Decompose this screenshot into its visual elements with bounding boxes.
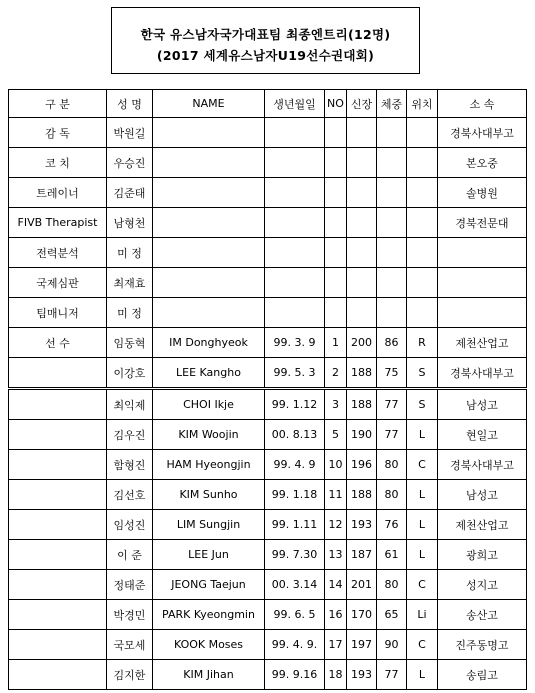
player-korean-name-cell: 최익제: [107, 389, 153, 420]
staff-row: [9, 298, 527, 328]
player-position-cell: C: [407, 630, 438, 660]
empty-cell: [377, 298, 407, 328]
staff-team-cell: [438, 298, 527, 328]
player-birthdate-cell: 99. 1.12: [265, 389, 325, 420]
header-cell: 소 속: [438, 90, 527, 118]
player-korean-name-cell: 이강호: [107, 358, 153, 389]
empty-cell: [377, 178, 407, 208]
staff-name-cell: 미 정: [107, 238, 153, 268]
player-height-cell: 200: [347, 328, 377, 358]
header-row: [9, 90, 527, 118]
player-korean-name-cell: 정태준: [107, 570, 153, 600]
player-weight-cell: 61: [377, 540, 407, 570]
header-cell: 위치: [407, 90, 438, 118]
empty-cell: [265, 148, 325, 178]
player-position-cell: R: [407, 328, 438, 358]
empty-cell: [347, 298, 377, 328]
empty-cell: [407, 268, 438, 298]
player-team-cell: 진주동명고: [438, 630, 527, 660]
player-team-cell: 남성고: [438, 480, 527, 510]
staff-row: [9, 238, 527, 268]
header-cell: NAME: [153, 90, 265, 118]
player-height-cell: 187: [347, 540, 377, 570]
player-birthdate-cell: 99. 9.16: [265, 660, 325, 690]
empty-cell: [9, 660, 107, 690]
player-korean-name-cell: 박경민: [107, 600, 153, 630]
empty-cell: [377, 238, 407, 268]
player-number-cell: 18: [325, 660, 347, 690]
player-number-cell: 1: [325, 328, 347, 358]
player-row: [9, 660, 527, 690]
staff-row: [9, 178, 527, 208]
player-position-cell: L: [407, 660, 438, 690]
player-birthdate-cell: 99. 4. 9: [265, 450, 325, 480]
player-height-cell: 197: [347, 630, 377, 660]
player-weight-cell: 75: [377, 358, 407, 389]
empty-cell: [265, 208, 325, 238]
staff-team-cell: [438, 238, 527, 268]
staff-team-cell: 솔병원: [438, 178, 527, 208]
empty-cell: [9, 600, 107, 630]
player-birthdate-cell: 99. 1.11: [265, 510, 325, 540]
staff-name-cell: 최재효: [107, 268, 153, 298]
players-label-cell: 선 수: [9, 328, 107, 358]
empty-cell: [377, 208, 407, 238]
player-weight-cell: 86: [377, 328, 407, 358]
empty-cell: [9, 450, 107, 480]
player-birthdate-cell: 99. 3. 9: [265, 328, 325, 358]
player-english-name-cell: CHOI Ikje: [153, 389, 265, 420]
player-korean-name-cell: 임성진: [107, 510, 153, 540]
header-cell: NO: [325, 90, 347, 118]
header-cell: 체중: [377, 90, 407, 118]
player-height-cell: 201: [347, 570, 377, 600]
player-number-cell: 3: [325, 389, 347, 420]
empty-cell: [9, 540, 107, 570]
empty-cell: [347, 208, 377, 238]
player-english-name-cell: LEE Jun: [153, 540, 265, 570]
title-box: [111, 7, 420, 74]
player-position-cell: Li: [407, 600, 438, 630]
player-height-cell: 188: [347, 389, 377, 420]
player-row: [9, 570, 527, 600]
player-row: [9, 510, 527, 540]
player-position-cell: L: [407, 480, 438, 510]
empty-cell: [9, 358, 107, 389]
empty-cell: [153, 118, 265, 148]
empty-cell: [407, 298, 438, 328]
empty-cell: [377, 118, 407, 148]
player-korean-name-cell: 이 준: [107, 540, 153, 570]
player-english-name-cell: PARK Kyeongmin: [153, 600, 265, 630]
player-team-cell: 현일고: [438, 420, 527, 450]
empty-cell: [9, 510, 107, 540]
empty-cell: [265, 298, 325, 328]
player-row: [9, 328, 527, 358]
player-team-cell: 제천산업고: [438, 510, 527, 540]
empty-cell: [347, 118, 377, 148]
player-weight-cell: 77: [377, 389, 407, 420]
empty-cell: [407, 238, 438, 268]
empty-cell: [153, 148, 265, 178]
player-number-cell: 5: [325, 420, 347, 450]
staff-role-cell: 트레이너: [9, 178, 107, 208]
player-birthdate-cell: 00. 3.14: [265, 570, 325, 600]
empty-cell: [377, 148, 407, 178]
player-row: [9, 480, 527, 510]
player-weight-cell: 80: [377, 450, 407, 480]
player-height-cell: 193: [347, 660, 377, 690]
empty-cell: [265, 238, 325, 268]
document-title: 한국 유스남자국가대표팀 최종엔트리(12명): [140, 27, 391, 42]
player-english-name-cell: KIM Jihan: [153, 660, 265, 690]
player-korean-name-cell: 김우진: [107, 420, 153, 450]
staff-team-cell: 본오중: [438, 148, 527, 178]
player-birthdate-cell: 00. 8.13: [265, 420, 325, 450]
player-row: [9, 540, 527, 570]
player-position-cell: C: [407, 570, 438, 600]
player-position-cell: L: [407, 540, 438, 570]
player-height-cell: 193: [347, 510, 377, 540]
header-cell: 생년월일: [265, 90, 325, 118]
header-cell: 성 명: [107, 90, 153, 118]
roster-table: [8, 89, 527, 690]
empty-cell: [347, 178, 377, 208]
empty-cell: [9, 389, 107, 420]
player-team-cell: 송림고: [438, 660, 527, 690]
empty-cell: [347, 238, 377, 268]
empty-cell: [347, 148, 377, 178]
empty-cell: [325, 208, 347, 238]
staff-row: [9, 118, 527, 148]
player-weight-cell: 76: [377, 510, 407, 540]
player-height-cell: 196: [347, 450, 377, 480]
empty-cell: [407, 208, 438, 238]
player-weight-cell: 90: [377, 630, 407, 660]
empty-cell: [325, 148, 347, 178]
player-position-cell: S: [407, 389, 438, 420]
player-korean-name-cell: 함형진: [107, 450, 153, 480]
staff-name-cell: 남형천: [107, 208, 153, 238]
staff-role-cell: 감 독: [9, 118, 107, 148]
player-position-cell: L: [407, 420, 438, 450]
staff-name-cell: 우승진: [107, 148, 153, 178]
player-row: [9, 389, 527, 420]
header-cell: 신장: [347, 90, 377, 118]
player-team-cell: 제천산업고: [438, 328, 527, 358]
player-weight-cell: 77: [377, 420, 407, 450]
player-row: [9, 600, 527, 630]
player-english-name-cell: LEE Kangho: [153, 358, 265, 389]
staff-row: [9, 148, 527, 178]
player-english-name-cell: IM Donghyeok: [153, 328, 265, 358]
player-height-cell: 188: [347, 480, 377, 510]
player-team-cell: 송산고: [438, 600, 527, 630]
player-height-cell: 170: [347, 600, 377, 630]
player-team-cell: 성지고: [438, 570, 527, 600]
empty-cell: [153, 298, 265, 328]
player-number-cell: 14: [325, 570, 347, 600]
staff-name-cell: 김준태: [107, 178, 153, 208]
player-number-cell: 17: [325, 630, 347, 660]
player-number-cell: 10: [325, 450, 347, 480]
staff-role-cell: 국제심판: [9, 268, 107, 298]
empty-cell: [407, 148, 438, 178]
empty-cell: [153, 268, 265, 298]
empty-cell: [325, 298, 347, 328]
staff-role-cell: 코 치: [9, 148, 107, 178]
player-weight-cell: 80: [377, 570, 407, 600]
player-team-cell: 광희고: [438, 540, 527, 570]
player-number-cell: 16: [325, 600, 347, 630]
empty-cell: [265, 178, 325, 208]
empty-cell: [347, 268, 377, 298]
empty-cell: [377, 268, 407, 298]
staff-name-cell: 미 정: [107, 298, 153, 328]
staff-role-cell: 팀매니저: [9, 298, 107, 328]
player-korean-name-cell: 임동혁: [107, 328, 153, 358]
player-birthdate-cell: 99. 7.30: [265, 540, 325, 570]
staff-row: [9, 268, 527, 298]
empty-cell: [265, 118, 325, 148]
staff-team-cell: [438, 268, 527, 298]
player-team-cell: 경북사대부고: [438, 450, 527, 480]
empty-cell: [325, 178, 347, 208]
player-english-name-cell: JEONG Taejun: [153, 570, 265, 600]
empty-cell: [407, 178, 438, 208]
empty-cell: [153, 208, 265, 238]
player-english-name-cell: LIM Sungjin: [153, 510, 265, 540]
player-height-cell: 190: [347, 420, 377, 450]
staff-name-cell: 박원길: [107, 118, 153, 148]
player-row: [9, 420, 527, 450]
empty-cell: [407, 118, 438, 148]
player-number-cell: 11: [325, 480, 347, 510]
staff-row: [9, 208, 527, 238]
empty-cell: [9, 420, 107, 450]
player-korean-name-cell: 국모세: [107, 630, 153, 660]
player-number-cell: 12: [325, 510, 347, 540]
player-number-cell: 13: [325, 540, 347, 570]
player-birthdate-cell: 99. 6. 5: [265, 600, 325, 630]
empty-cell: [265, 268, 325, 298]
staff-team-cell: 경북사대부고: [438, 118, 527, 148]
staff-role-cell: FIVB Therapist: [9, 208, 107, 238]
player-team-cell: 경북사대부고: [438, 358, 527, 389]
player-birthdate-cell: 99. 1.18: [265, 480, 325, 510]
player-weight-cell: 65: [377, 600, 407, 630]
player-english-name-cell: HAM Hyeongjin: [153, 450, 265, 480]
empty-cell: [9, 630, 107, 660]
player-number-cell: 2: [325, 358, 347, 389]
empty-cell: [325, 268, 347, 298]
player-row: [9, 630, 527, 660]
player-position-cell: S: [407, 358, 438, 389]
player-korean-name-cell: 김지한: [107, 660, 153, 690]
empty-cell: [153, 238, 265, 268]
player-english-name-cell: KIM Woojin: [153, 420, 265, 450]
empty-cell: [325, 238, 347, 268]
header-cell: 구 분: [9, 90, 107, 118]
document-subtitle: (2017 세계유스남자U19선수권대회): [156, 48, 375, 63]
player-korean-name-cell: 김선호: [107, 480, 153, 510]
player-weight-cell: 80: [377, 480, 407, 510]
empty-cell: [325, 118, 347, 148]
player-row: [9, 450, 527, 480]
player-english-name-cell: KOOK Moses: [153, 630, 265, 660]
player-birthdate-cell: 99. 4. 9.: [265, 630, 325, 660]
empty-cell: [9, 480, 107, 510]
player-position-cell: C: [407, 450, 438, 480]
player-row: [9, 358, 527, 389]
player-team-cell: 남성고: [438, 389, 527, 420]
staff-team-cell: 경북전문대: [438, 208, 527, 238]
player-height-cell: 188: [347, 358, 377, 389]
player-weight-cell: 77: [377, 660, 407, 690]
player-english-name-cell: KIM Sunho: [153, 480, 265, 510]
empty-cell: [153, 178, 265, 208]
player-birthdate-cell: 99. 5. 3: [265, 358, 325, 389]
empty-cell: [9, 570, 107, 600]
staff-role-cell: 전력분석: [9, 238, 107, 268]
player-position-cell: L: [407, 510, 438, 540]
